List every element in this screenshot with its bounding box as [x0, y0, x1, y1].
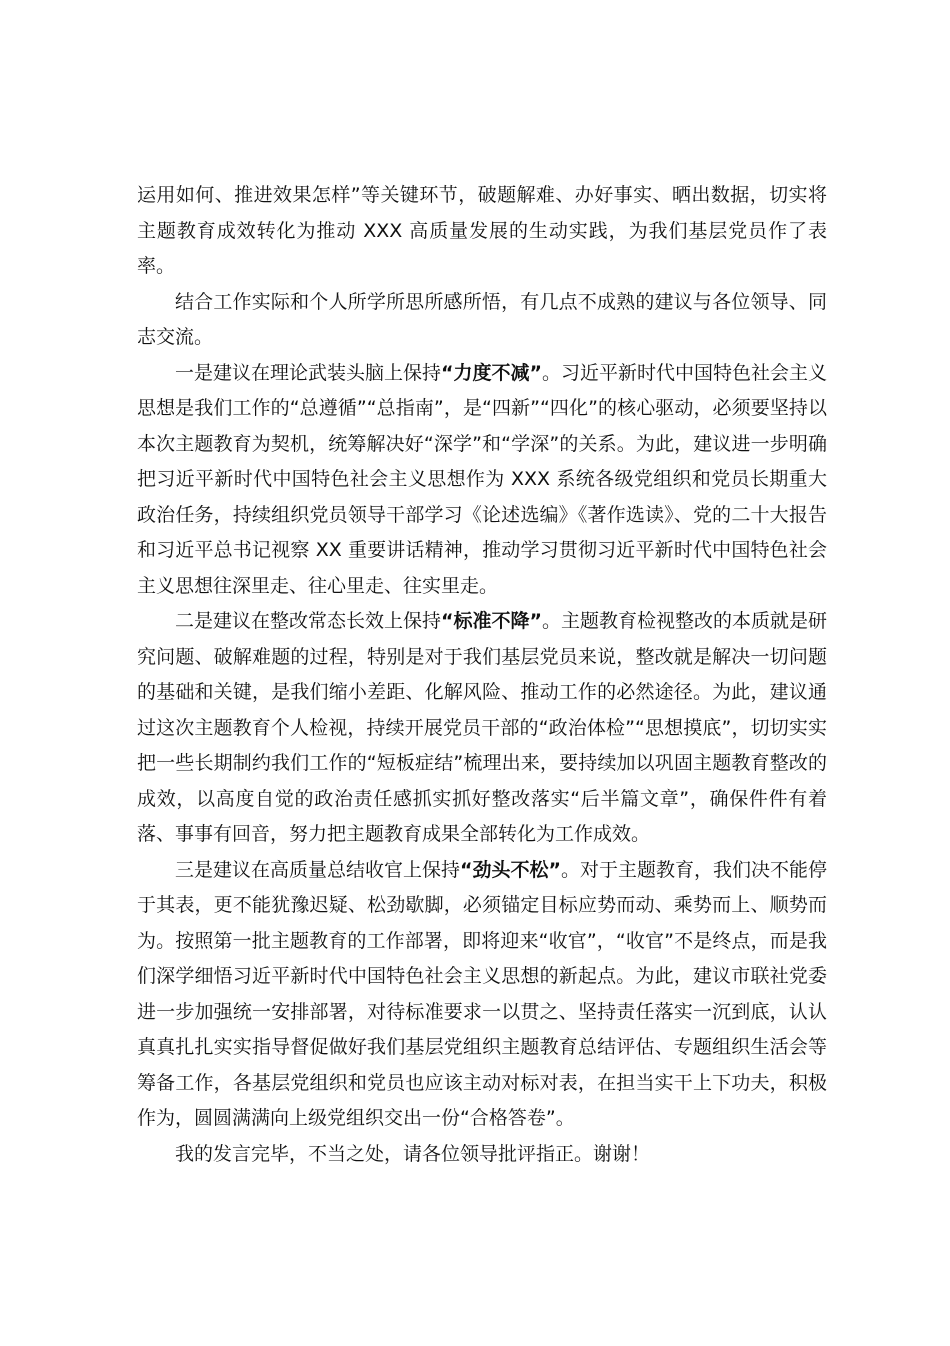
document-body: [137, 178, 827, 1172]
paragraph-text: 我的发言完毕，不当之处，请各位领导批评指正。谢谢！: [175, 1142, 651, 1165]
paragraph-text: 运用如何、推进效果怎样”等关键环节，破题解难、办好事实、晒出数据，切实将主题教育成效转化为推动 XXX 高质量发展的生动实践，为我们基层党员作了表率。: [137, 184, 827, 277]
paragraph-intro: [137, 285, 827, 356]
suggestion-highlight: “力度不减”: [441, 361, 542, 384]
suggestion-lead: 二是建议在整改常态长效上保持: [175, 610, 442, 632]
paragraph-suggestion-2: [137, 604, 827, 853]
suggestion-lead: 三是建议在高质量总结收官上保持: [175, 858, 461, 881]
paragraph-continuation: [137, 178, 827, 285]
paragraph-closing: [137, 1137, 827, 1173]
suggestion-lead: 一是建议在理论武装头脑上保持: [175, 361, 442, 384]
paragraph-text: 结合工作实际和个人所学所思所感所悟，有几点不成熟的建议与各位领导、同志交流。: [137, 290, 827, 348]
suggestion-highlight: “劲头不松”: [460, 858, 561, 881]
paragraph-text: 。主题教育检视整改的本质就是研究问题、破解难题的过程，特别是对于我们基层党员来说，整改就是解决一切问题的基础和关键，是我们缩小差距、化解风险、推动工作的必然途径。为此，建议通过这次主题教育个人检视，持续开展党员干部的“政治体检”“思想摸底”，切切实实把一些长期制约我们工作的“短板症结”梳理出来，要持续加以巩固主题教育整改的成效，以高度自觉的政治责任感抓实抓好整改落实“后半篇文章”，确保件件有着落、事事有回音，努力把主题教育成果全部转化为工作成效。: [137, 610, 828, 845]
paragraph-suggestion-1: [137, 356, 827, 605]
paragraph-text: 。对于主题教育，我们决不能停于其表，更不能犹豫迟疑、松劲歇脚，必须锚定目标应势而动、乘势而上、顺势而为。按照第一批主题教育的工作部署，即将迎来“收官”，“收官”不是终点，而是我们深学细悟习近平新时代中国特色社会主义思想的新起点。为此，建议市联社党委进一步加强统一安排部署，对待标准要求一以贯之、坚持责任落实一沉到底，认认真真扎扎实实指导督促做好我们基层党组织主题教育总结评估、专题组织生活会等筹备工作，各基层党组织和党员也应该主动对标对表，在担当实干上下功夫，积极作为，圆圆满满向上级党组织交出一份“合格答卷”。: [137, 858, 828, 1129]
suggestion-highlight: “标准不降”: [441, 610, 542, 632]
paragraph-suggestion-3: [137, 853, 827, 1137]
paragraph-text: 。习近平新时代中国特色社会主义思想是我们工作的“总遵循”“总指南”，是“四新”“四化”的核心驱动，必须要坚持以本次主题教育为契机，统筹解决好“深学”和“学深”的关系。为此，建议进一步明确把习近平新时代中国特色社会主义思想作为 XXX 系统各级党组织和党员长期重大政治任务，持续组织党员领导干部学习《论述选编》《著作选读》、党的二十大报告和习近平总书记视察 XX 重要讲话精神，推动学习贯彻习近平新时代中国特色社会主义思想往深里走、往心里走、往实里走。: [137, 361, 828, 597]
